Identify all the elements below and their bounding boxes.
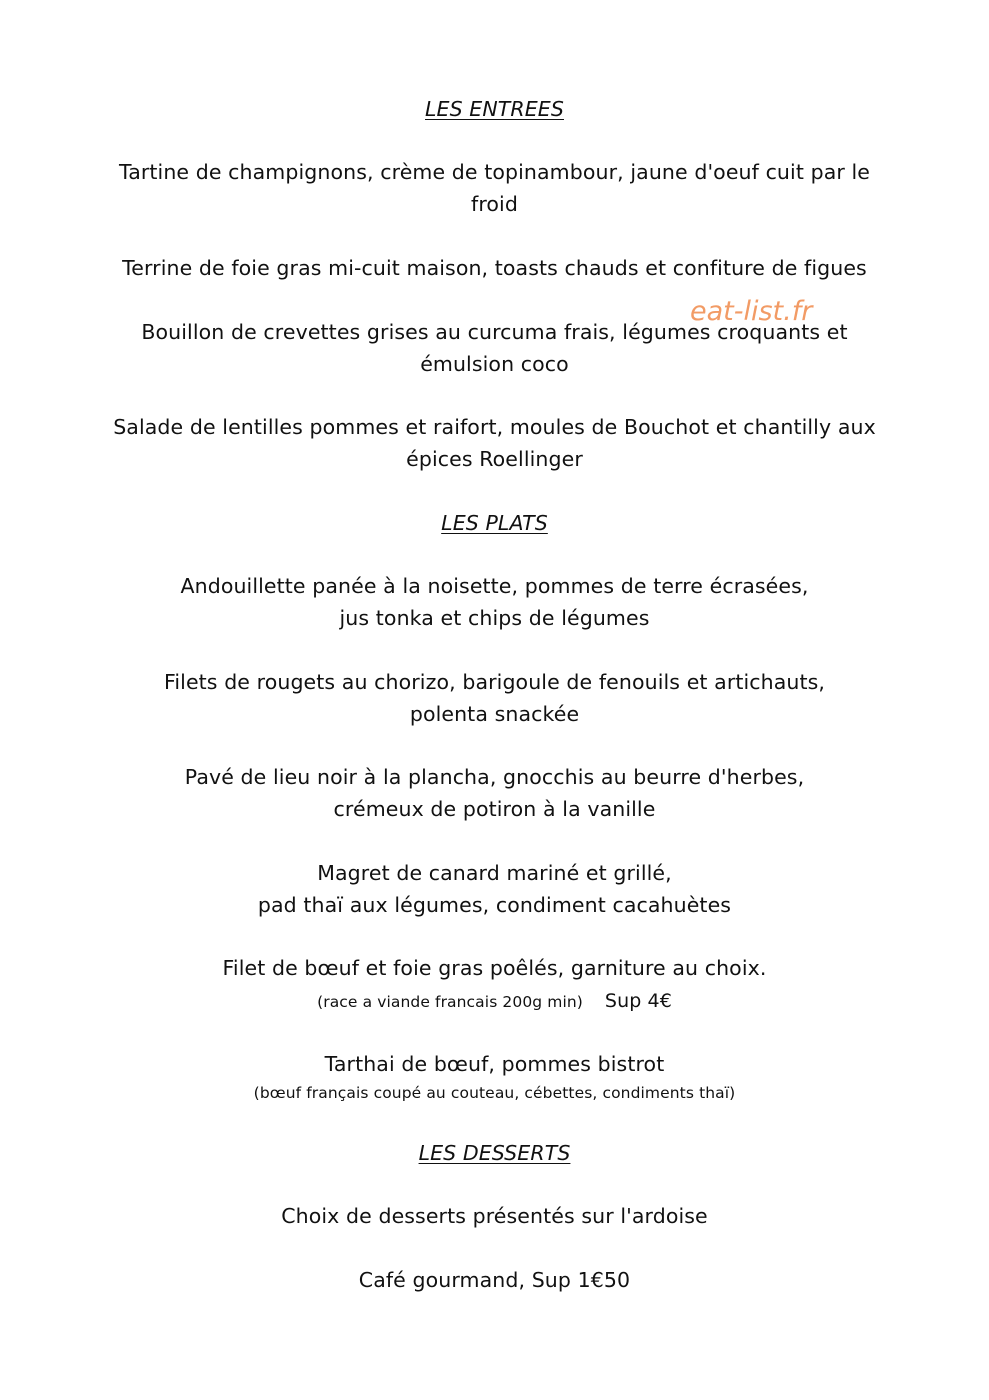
menu-item-line: polenta snackée [409, 702, 580, 726]
tarthai-note: (bœuf français coupé au couteau, cébettes, condiments thaï) [253, 1084, 736, 1102]
menu-item-line: Salade de lentilles pommes et raifort, moules de Bouchot et chantilly aux [113, 415, 876, 439]
menu-item-line: Filets de rougets au chorizo, barigoule de fenouils et artichauts, [163, 670, 826, 694]
menu-item-line: épices Roellinger [406, 447, 583, 471]
section-heading-plats: LES PLATS [441, 511, 548, 535]
menu-item-line: froid [471, 192, 518, 216]
menu-item-line: crémeux de potiron à la vanille [333, 797, 656, 821]
menu-item-line: Pavé de lieu noir à la plancha, gnocchis au beurre d'herbes, [184, 765, 805, 789]
menu-item-line: Bouillon de crevettes grises au curcuma frais, légumes croquants et [141, 320, 848, 344]
watermark: eat-list.fr [690, 296, 813, 327]
section-heading-entrees: LES ENTREES [425, 97, 564, 121]
section-heading-desserts: LES DESSERTS [418, 1141, 571, 1165]
menu-item-line: Choix de desserts présentés sur l'ardoise [281, 1204, 708, 1228]
menu-item-line: Terrine de foie gras mi-cuit maison, toasts chauds et confiture de figues [122, 256, 867, 280]
menu-item-line: Filet de bœuf et foie gras poêlés, garniture au choix. [222, 956, 767, 980]
menu-item-line: Tartine de champignons, crème de topinambour, jaune d'oeuf cuit par le [118, 160, 871, 184]
menu-item-line: Café gourmand, Sup 1€50 [358, 1268, 631, 1292]
menu-item-line: émulsion coco [420, 352, 569, 376]
menu-item-line: Tarthai de bœuf, pommes bistrot [324, 1052, 665, 1076]
menu-item-line: Andouillette panée à la noisette, pommes de terre écrasées, [180, 574, 809, 598]
beef-supplement: Sup 4€ [604, 990, 672, 1012]
menu-item-line: Magret de canard mariné et grillé, [317, 861, 672, 885]
beef-note-line [0, 990, 989, 1013]
beef-note: (race a viande francais 200g min) [317, 993, 583, 1011]
menu-item-line: pad thaï aux légumes, condiment cacahuètes [257, 893, 732, 917]
menu-item-line: jus tonka et chips de légumes [339, 606, 650, 630]
